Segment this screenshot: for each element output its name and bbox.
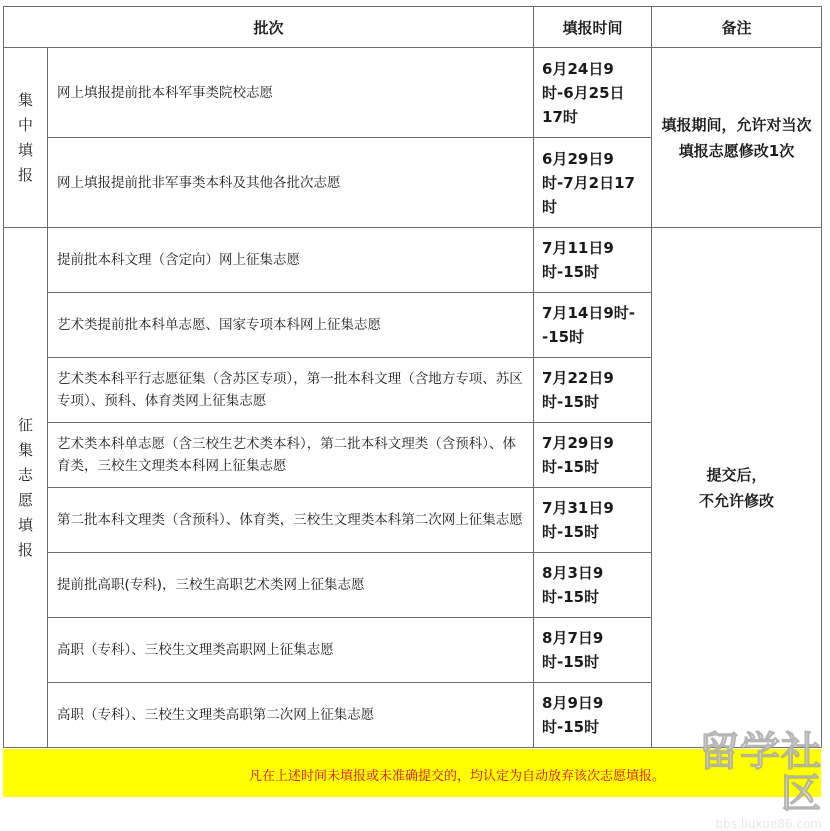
category-char: 报 xyxy=(17,540,33,559)
batch-cell: 艺术类提前批本科单志愿、国家专项本科网上征集志愿 xyxy=(48,293,534,358)
batch-cell: 艺术类本科平行志愿征集（含苏区专项），第一批本科文理（含地方专项、苏区专项）、预科、体育类网上征集志愿 xyxy=(48,358,534,423)
time-cell: 6月24日9时-6月25日17时 xyxy=(534,48,652,138)
note-centralized: 填报期间，允许对当次填报志愿修改1次 xyxy=(652,48,822,228)
category-char: 征 xyxy=(17,415,33,434)
category-char: 愿 xyxy=(17,490,33,509)
category-char: 集 xyxy=(17,90,33,109)
batch-cell: 艺术类本科单志愿（含三校生艺术类本科），第二批本科文理类（含预科）、体育类，三校生文理类本科网上征集志愿 xyxy=(48,423,534,488)
category-solicitation xyxy=(4,228,48,748)
batch-cell: 提前批高职(专科)，三校生高职艺术类网上征集志愿 xyxy=(48,553,534,618)
watermark-logo-text: 留学社区 xyxy=(699,729,822,817)
table-row xyxy=(4,48,822,138)
category-char: 志 xyxy=(17,465,33,484)
batch-cell: 第二批本科文理类（含预科）、体育类，三校生文理类本科第二次网上征集志愿 xyxy=(48,488,534,553)
note-line: 提交后， 不允许修改 xyxy=(699,465,775,510)
footer-notice-bar xyxy=(3,749,821,797)
batch-cell: 高职（专科）、三校生文理类高职第二次网上征集志愿 xyxy=(48,683,534,748)
table-row xyxy=(4,228,822,293)
batch-cell: 网上填报提前批非军事类本科及其他各批次志愿 xyxy=(48,138,534,228)
category-char: 中 xyxy=(17,115,33,134)
time-cell: 7月29日9时-15时 xyxy=(534,423,652,488)
time-cell: 8月7日9时-15时 xyxy=(534,618,652,683)
admission-schedule-table xyxy=(3,6,822,748)
table-header-row xyxy=(4,7,822,48)
footer-notice-text: 凡在上述时间未填报或未准确提交的，均认定为自动放弃该次志愿填报。 xyxy=(248,768,665,784)
time-cell: 6月29日9时-7月2日17时 xyxy=(534,138,652,228)
watermark-url: bbs.liuxue86.com xyxy=(715,817,822,831)
time-cell: 8月9日9时-15时 xyxy=(534,683,652,748)
category-centralized xyxy=(4,48,48,228)
batch-cell: 网上填报提前批本科军事类院校志愿 xyxy=(48,48,534,138)
header-time: 填报时间 xyxy=(534,7,652,48)
category-char: 集 xyxy=(17,440,33,459)
time-cell: 8月3日9时-15时 xyxy=(534,553,652,618)
header-note: 备注 xyxy=(652,7,822,48)
category-char: 报 xyxy=(17,165,33,184)
batch-cell: 高职（专科）、三校生文理类高职网上征集志愿 xyxy=(48,618,534,683)
time-cell: 7月22日9时-15时 xyxy=(534,358,652,423)
time-cell: 7月14日9时--15时 xyxy=(534,293,652,358)
note-solicitation xyxy=(652,228,822,748)
batch-cell: 提前批本科文理（含定向）网上征集志愿 xyxy=(48,228,534,293)
category-char: 填 xyxy=(17,140,33,159)
time-cell: 7月31日9时-15时 xyxy=(534,488,652,553)
header-batch: 批次 xyxy=(4,7,534,48)
category-char: 填 xyxy=(17,515,33,534)
time-cell: 7月11日9时-15时 xyxy=(534,228,652,293)
